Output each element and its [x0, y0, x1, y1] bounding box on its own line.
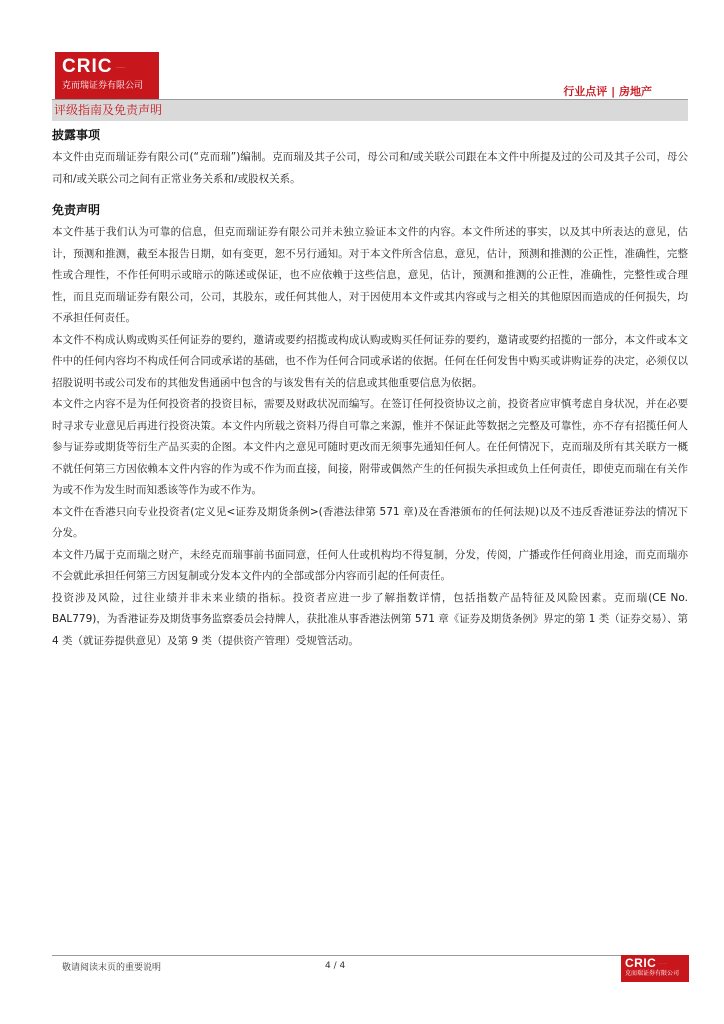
footer-divider	[52, 955, 688, 956]
footer-logo-tagline: 克而瑞证券有限公司	[625, 970, 680, 978]
logo-tagline: 克而瑞证券有限公司	[62, 81, 144, 92]
disclaimer-heading: 免责声明	[52, 203, 101, 217]
disclosure-text: 本文件由克而瑞证券有限公司(“克而瑞”)编制。克而瑞及其子公司，母公司和/或关联公司跟在本文件中所提及过的公司及其子公司，母公司和/或关联公司之间有正常业务关系和/或股权关系。	[52, 151, 688, 185]
report-category: 行业点评 | 房地产	[563, 85, 652, 98]
document-body	[52, 121, 688, 652]
disclaimer-paragraph: 本文件乃属于克而瑞之财产，未经克而瑞事前书面同意，任何人仕或机构均不得复制，分发，传阅，广播或作任何商业用途，而克而瑞亦不会就此承担任何第三方因复制或分发本文件内的全部或部分内容而引起的任何责任。	[52, 548, 688, 582]
footer-logo: CRIC ....... 克而瑞证券有限公司	[621, 955, 689, 982]
disclaimer-paragraph: 本文件基于我们认为可靠的信息，但克而瑞证券有限公司并未独立验证本文件的内容。本文件所述的事实，以及其中所表达的意见，估计，预测和推测，截至本报告日期，如有变更，恕不另行通知。对于本文件所含信息，意见，估计，预测和推测的公正性，准确性，完整性或合理性，不作任何明示或暗示的陈述或保证，也不应依赖于这些信息，意见，估计，预测和推测的公正性，准确性，完整性或合理性，而且克而瑞证券有限公司，公司，其股东，或任何其他人，对于因使用本文件或其内容或与之相关的其他原因而造成的任何损失，均不承担任何责任。	[52, 226, 688, 324]
company-logo: CRIC ......... 克而瑞证券有限公司	[55, 52, 159, 100]
footer-logo-brand: CRIC	[625, 956, 657, 970]
disclosure-heading: 披露事项	[52, 128, 101, 142]
disclaimer-paragraph: 本文件在香港只向专业投资者(定义见<证券及期货条例>(香港法律第 571 章)及在香港颁布的任何法规)以及不违反香港证券法的情况下分发。	[52, 505, 688, 539]
disclaimer-paragraph: 投资涉及风险，过往业绩并非未来业绩的指标。投资者应进一步了解指数详情，包括指数产品特征及风险因素。克而瑞(CE No. BAL779)，为香港证券及期货事务监察委员会持牌人，获批准从事香港法例第 571 章《证券及期货条例》界定的第 1 类（证券交易）、第 4 类（就证券提供意见）及第 9 类（提供资产管理）受规管活动。	[52, 591, 688, 647]
page-number: 4 / 4	[325, 961, 346, 971]
disclaimer-paragraph: 本文件之内容不是为任何投资者的投资目标，需要及财政状况而编写。在签订任何投资协议之前，投资者应审慎考虑自身状况，并在必要时寻求专业意见后再进行投资决策。本文件内所载之资料乃得自可靠之来源，惟并不保证此等数据之完整及可靠性，亦不存有招揽任何人参与证券或期货等衍生产品买卖的企图。本文件内之意见可随时更改而无须事先通知任何人。在任何情况下，克而瑞及所有其关联方一概不就任何第三方因依赖本文件内容的作为或不作为而直接，间接，附带或偶然产生的任何损失承担或负上任何责任，即使克而瑞在有关作为或不作为发生时而知悉该等作为或不作为。	[52, 398, 688, 496]
logo-brand: CRIC	[62, 56, 113, 78]
disclaimer-paragraph: 本文件不构成认购或购买任何证券的要约，邀请或要约招揽或构成认购或购买任何证券的要约，邀请或要约招揽的一部分，本文件或本文件中的任何内容均不构成任何合同或承诺的基础，也不作为任何合同或承诺的依据。任何在任何发售中购买或讲购证券的决定，必须仅以招股说明书或公司发布的其他发售通函中包含的与该发售有关的信息或其他重要信息为依据。	[52, 333, 688, 389]
section-title: 评级指南及免责声明	[52, 100, 688, 121]
footer-note: 敬请阅读末页的重要说明	[62, 963, 162, 973]
